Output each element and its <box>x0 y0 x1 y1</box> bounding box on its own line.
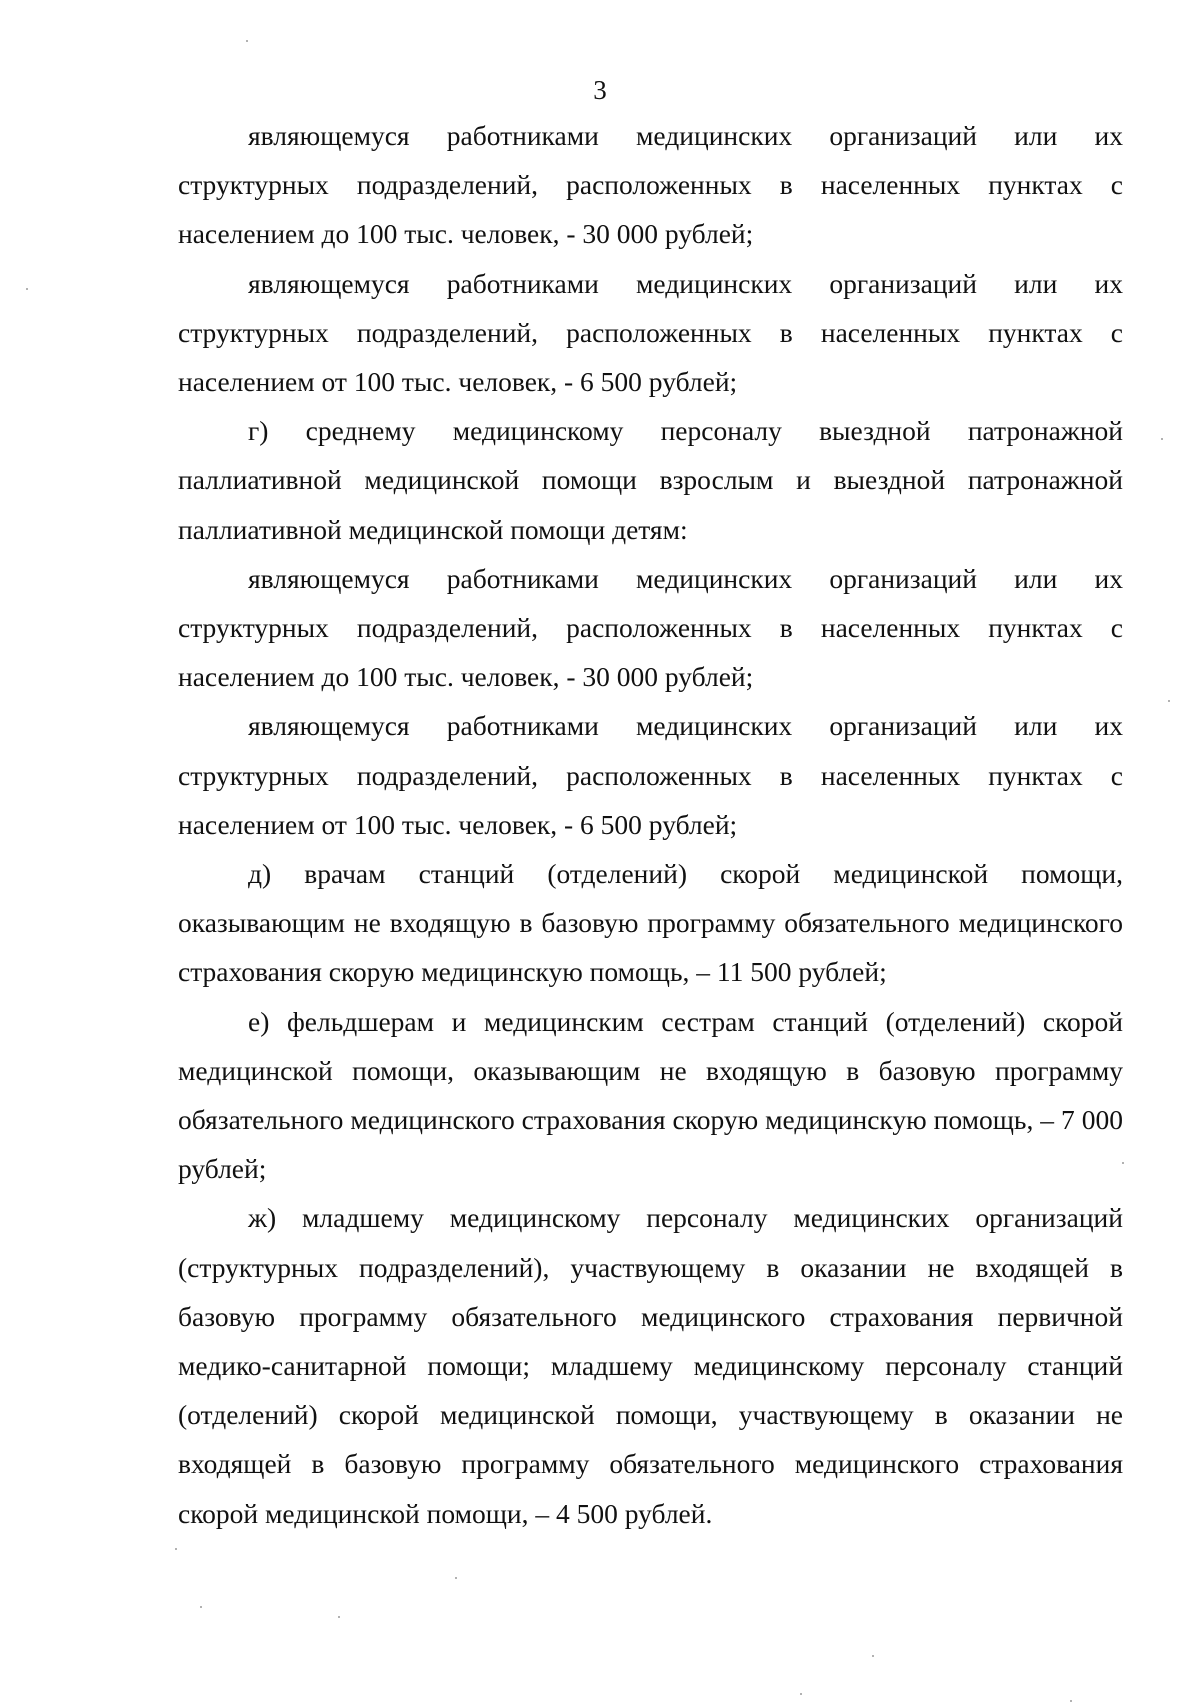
scan-speckle <box>200 1606 202 1608</box>
scan-speckle <box>338 1616 340 1618</box>
paragraph-salary-item: являющемуся работниками медицинских организаций или их структурных подразделений, расположенных в населенных пунктах с населением от 100 тыс. человек, - 6 500 рублей; <box>178 267 1123 398</box>
page-number: 3 <box>593 75 607 105</box>
paragraph-salary-item: являющемуся работниками медицинских организаций или их структурных подразделений, расположенных в населенных пунктах с населением от 100 тыс. человек, - 6 500 рублей; <box>178 710 1123 840</box>
paragraph-item-zh: ж) младшему медицинскому персоналу медицинских организаций (структурных подразделений), участвующему в оказании не входящей в базовую программу обязательного медицинского страхования первичной медико-санитарной помощи; младшему медицинскому персоналу станций (отделений) скорой медицинской помощи, участвующему в оказании не входящей в базовую программу обязательного медицинского страхования скорой медицинской помощи, – 4 500 рублей. <box>178 1202 1123 1529</box>
paragraph-item-g: г) среднему медицинскому персоналу выездной патронажной паллиативной медицинской помощи взрослым и выездной патронажной паллиативной медицинской помощи детям: <box>178 415 1123 545</box>
paragraph-item-e: е) фельдшерам и медицинским сестрам станций (отделений) скорой медицинской помощи, оказывающим не входящую в базовую программу обязательного медицинского страхования скорую медицинскую помощь, – 7 000 рублей; <box>178 1005 1123 1185</box>
scan-speckle <box>1168 700 1170 702</box>
paragraph-item-d: д) врачам станций (отделений) скорой медицинской помощи, оказывающим не входящую в базовую программу обязательного медицинского страхования скорую медицинскую помощь, – 11 500 рублей; <box>178 858 1123 988</box>
scan-speckle <box>800 1693 802 1695</box>
document-body <box>178 111 1123 1538</box>
scan-speckle <box>872 1655 874 1657</box>
paragraph-salary-item: являющемуся работниками медицинских организаций или их структурных подразделений, расположенных в населенных пунктах с населением до 100 тыс. человек, - 30 000 рублей; <box>178 120 1123 250</box>
scan-speckle <box>1122 1162 1124 1164</box>
scan-speckle <box>455 1577 457 1579</box>
scan-speckle <box>1161 438 1163 440</box>
scan-speckle <box>26 288 28 290</box>
scan-speckle <box>175 1548 177 1550</box>
scan-speckle <box>246 40 248 42</box>
paragraph-salary-item: являющемуся работниками медицинских организаций или их структурных подразделений, расположенных в населенных пунктах с населением до 100 тыс. человек, - 30 000 рублей; <box>178 562 1123 693</box>
